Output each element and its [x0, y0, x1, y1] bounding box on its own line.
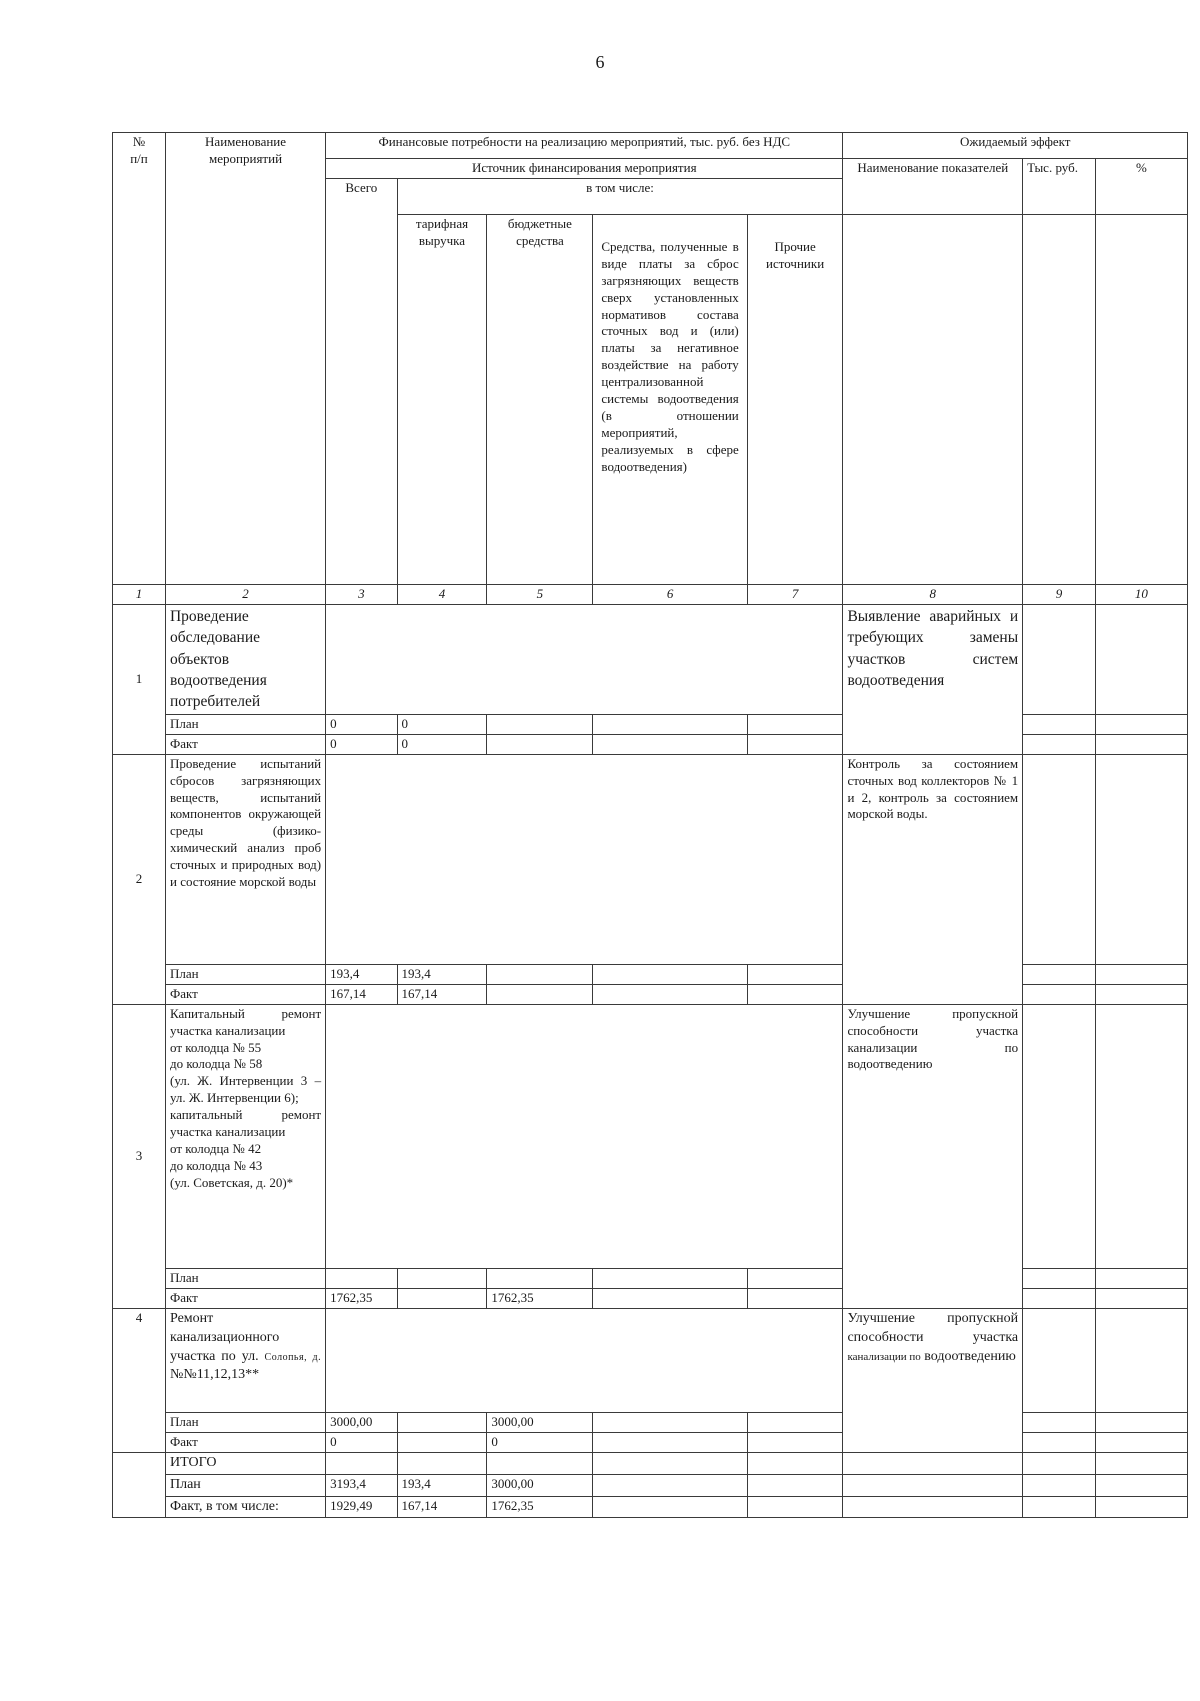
measure-name-line: капитальный ремонт участка канализации: [169, 1107, 322, 1139]
fact-label: Факт: [165, 984, 325, 1004]
header-expected-effect: Ожидаемый эффект: [843, 133, 1188, 159]
table-row: [113, 754, 1188, 964]
measure-name-line: от колодца № 55: [169, 1039, 262, 1055]
expected-effect: Улучшение пропускной способности участка канализации по водоотведению: [843, 1004, 1023, 1308]
fact-total: 167,14: [326, 984, 397, 1004]
totals-row: [113, 1474, 1188, 1496]
plan-tariff: 193,4: [397, 964, 487, 984]
measure-name-line: Капитальный ремонт участка канализации: [169, 1005, 322, 1038]
table-row: [113, 1308, 1188, 1412]
row-number: 4: [113, 1308, 166, 1452]
col-index-10: 10: [1095, 585, 1187, 605]
col-index-8: 8: [843, 585, 1023, 605]
plan-budget: [487, 964, 593, 984]
financial-needs-table: [112, 132, 1188, 1518]
col-index-6: 6: [593, 585, 747, 605]
table-row: [113, 734, 1188, 754]
expected-effect: [843, 1308, 1023, 1452]
measure-name: [165, 1308, 325, 1412]
header-name: Наименование мероприятий: [165, 133, 325, 585]
col-index-1: 1: [113, 585, 166, 605]
plan-label: План: [165, 1268, 325, 1288]
header-budget: бюджетные средства: [487, 215, 593, 585]
measure-name: Проведение обследование объектов водоотведения потребителей: [165, 604, 325, 714]
measure-name-small: Солопья, д.: [264, 1351, 322, 1363]
plan-budget: [487, 1268, 593, 1288]
col-index-3: 3: [326, 585, 397, 605]
plan-total: 3000,00: [326, 1412, 397, 1432]
table-row: [113, 964, 1188, 984]
totals-plan-budget: 3000,00: [487, 1474, 593, 1496]
col-index-4: 4: [397, 585, 487, 605]
totals-plan-tariff: 193,4: [397, 1474, 487, 1496]
fact-budget: [487, 734, 593, 754]
expected-effect: Контроль за состоянием сточных вод коллекторов № 1 и 2, контроль за состоянием морской воды.: [843, 754, 1023, 1004]
plan-label: План: [165, 1412, 325, 1432]
fact-total: 0: [326, 1432, 397, 1452]
measure-name-tail: №№11,12,13**: [169, 1367, 260, 1383]
plan-total: 0: [326, 714, 397, 734]
table-row: [113, 1288, 1188, 1308]
measure-name-main: Ремонт канализационного участка по ул.: [169, 1310, 280, 1364]
totals-fact-label: Факт, в том числе:: [165, 1496, 325, 1518]
row-number: 2: [113, 754, 166, 1004]
measure-name: [165, 1004, 325, 1268]
totals-fact-tariff: 167,14: [397, 1496, 487, 1518]
fact-tariff: 167,14: [397, 984, 487, 1004]
plan-label: План: [165, 714, 325, 734]
expected-effect-tail: водоотведению: [924, 1348, 1016, 1364]
header-funds-received: Средства, полученные в виде платы за сброс загрязняющих веществ сверх установленных нормативов состава сточных вод и (или) платы за негативное воздействие на работу централизованной системы водоотведения (в отношении мероприятий, реализуемых в сфере водоотведения): [593, 215, 747, 585]
measure-name-line: до колодца № 58: [169, 1056, 263, 1072]
table-row: [113, 1432, 1188, 1452]
fact-total: 1762,35: [326, 1288, 397, 1308]
expected-effect-main: Улучшение пропускной способности участка: [847, 1310, 1019, 1345]
totals-label: ИТОГО: [165, 1452, 325, 1474]
totals-fact-budget: 1762,35: [487, 1496, 593, 1518]
expected-effect: Выявление аварийных и требующих замены участков систем водоотведения: [843, 604, 1023, 754]
fact-budget: 0: [487, 1432, 593, 1452]
plan-budget: 3000,00: [487, 1412, 593, 1432]
fact-budget: 1762,35: [487, 1288, 593, 1308]
table-row: [113, 1412, 1188, 1432]
fact-tariff: [397, 1288, 487, 1308]
fact-label: Факт: [165, 1432, 325, 1452]
fact-tariff: 0: [397, 734, 487, 754]
totals-fact-total: 1929,49: [326, 1496, 397, 1518]
row-number: 3: [113, 1004, 166, 1308]
col-index-9: 9: [1023, 585, 1096, 605]
totals-row: [113, 1452, 1188, 1474]
row-number: 1: [113, 604, 166, 754]
fact-label: Факт: [165, 1288, 325, 1308]
table-row: [113, 1004, 1188, 1268]
totals-row: [113, 1496, 1188, 1518]
header-indicator-name: Наименование показателей: [843, 159, 1023, 215]
header-tariff: тарифная выручка: [397, 215, 487, 585]
header-source: Источник финансирования мероприятия: [326, 159, 843, 179]
plan-label: План: [165, 964, 325, 984]
fact-budget: [487, 984, 593, 1004]
col-index-5: 5: [487, 585, 593, 605]
header-thousand-rub: Тыс. руб.: [1023, 159, 1096, 215]
plan-tariff: [397, 1412, 487, 1432]
plan-tariff: 0: [397, 714, 487, 734]
header-financial-needs: Финансовые потребности на реализацию мероприятий, тыс. руб. без НДС: [326, 133, 843, 159]
header-total: Всего: [326, 179, 397, 585]
table-row: [113, 984, 1188, 1004]
header-num: № п/п: [113, 133, 166, 585]
plan-total: 193,4: [326, 964, 397, 984]
header-including: в том числе:: [397, 179, 843, 215]
totals-plan-total: 3193,4: [326, 1474, 397, 1496]
expected-effect-small: канализации по: [847, 1350, 921, 1363]
measure-name-line: от колодца № 42: [169, 1140, 262, 1156]
header-other-sources: Прочие источники: [747, 215, 843, 585]
measure-name-line: (ул. Советская, д. 20)*: [169, 1174, 294, 1190]
measure-name: Проведение испытаний сбросов загрязняющих веществ, испытаний компонентов окружающей среды (физико-химический анализ проб сточных и природных вод) и состояние морской воды: [165, 754, 325, 964]
measure-name-line: (ул. Ж. Интервенции 3 – ул. Ж. Интервенции 6);: [169, 1073, 322, 1106]
plan-budget: [487, 714, 593, 734]
col-index-2: 2: [165, 585, 325, 605]
measure-name-line: до колодца № 43: [169, 1157, 263, 1173]
table-row: [113, 714, 1188, 734]
fact-label: Факт: [165, 734, 325, 754]
table-row: [113, 604, 1188, 714]
header-percent: %: [1095, 159, 1187, 215]
fact-tariff: [397, 1432, 487, 1452]
page-number: 6: [595, 52, 605, 72]
fact-total: 0: [326, 734, 397, 754]
col-index-7: 7: [747, 585, 843, 605]
plan-tariff: [397, 1268, 487, 1288]
totals-plan-label: План: [165, 1474, 325, 1496]
table-row: [113, 1268, 1188, 1288]
plan-total: [326, 1268, 397, 1288]
